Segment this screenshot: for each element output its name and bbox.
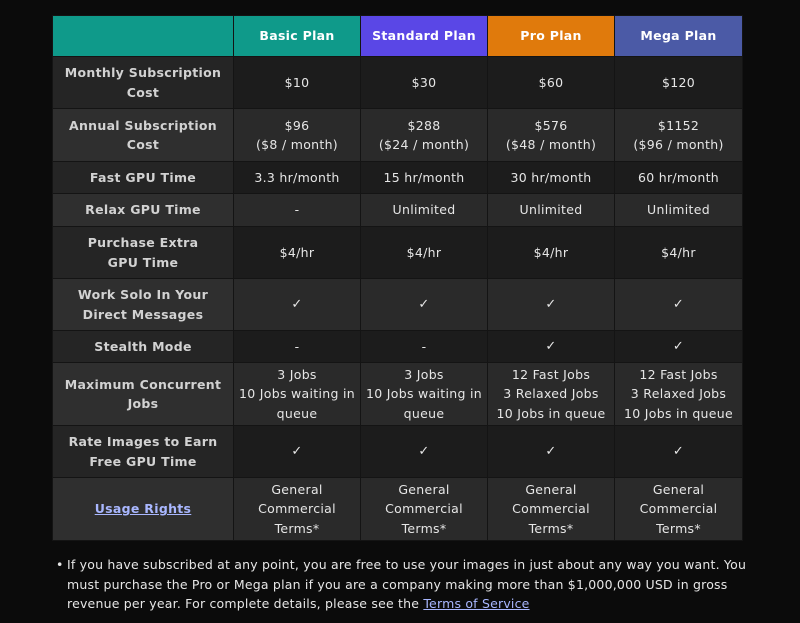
- terms-of-service-link[interactable]: Terms of Service: [423, 596, 530, 611]
- row-label: [53, 227, 234, 279]
- footnote: [56, 555, 756, 614]
- cell-text: General: [271, 481, 323, 497]
- checkmark-icon: ✓: [545, 339, 557, 355]
- row-label-line: Annual Subscription: [69, 117, 217, 133]
- cell-text: 3.3 hr/month: [254, 169, 340, 185]
- header-mega-plan: Mega Plan: [615, 16, 743, 57]
- row-label-line: Purchase Extra: [87, 235, 199, 250]
- table-row: [53, 162, 743, 194]
- cell-basic: [234, 478, 361, 541]
- checkmark-icon: ✓: [545, 444, 557, 460]
- cell-standard: [361, 194, 488, 227]
- cell-basic: [234, 227, 361, 279]
- cell-text: $576: [534, 117, 568, 133]
- cell-text: ($8 / month): [256, 137, 338, 152]
- cell-text: 60 hr/month: [637, 169, 720, 185]
- cell-pro: [488, 227, 615, 279]
- cell-text: Commercial: [639, 501, 718, 517]
- table-row: [53, 426, 743, 478]
- row-label-line: Work Solo In Your: [77, 287, 209, 302]
- table-row: [53, 109, 743, 162]
- cell-mega: [615, 478, 743, 541]
- cell-text: Commercial: [512, 501, 590, 517]
- cell-standard: [361, 109, 488, 162]
- cell-text: queue: [403, 405, 445, 421]
- cell-basic: [234, 279, 361, 331]
- cell-mega: [615, 331, 743, 363]
- row-label-line: Monthly Subscription: [64, 65, 222, 80]
- footnote-bullet: •: [56, 557, 64, 572]
- checkmark-icon: ✓: [291, 444, 303, 460]
- cell-text: $60: [538, 74, 564, 90]
- cell-text: -: [421, 338, 427, 354]
- cell-mega: [615, 194, 743, 227]
- cell-mega: [615, 57, 743, 109]
- cell-text: Terms*: [656, 520, 701, 536]
- cell-mega: [615, 426, 743, 478]
- row-label: [53, 363, 234, 426]
- row-label: [53, 331, 234, 363]
- cell-basic: [234, 194, 361, 227]
- cell-text: -: [294, 202, 300, 218]
- checkmark-icon: ✓: [672, 297, 685, 313]
- cell-text: Unlimited: [647, 202, 710, 218]
- cell-mega: [615, 227, 743, 279]
- checkmark-icon: ✓: [545, 297, 557, 313]
- cell-standard: [361, 426, 488, 478]
- cell-standard: [361, 57, 488, 109]
- checkmark-icon: ✓: [672, 444, 685, 460]
- cell-pro: [488, 331, 615, 363]
- row-label-line: Fast GPU Time: [89, 169, 197, 185]
- cell-mega: [615, 363, 743, 426]
- cell-standard: [361, 227, 488, 279]
- row-label-line: Relax GPU Time: [85, 202, 201, 218]
- cell-text: 10 Jobs in queue: [624, 405, 733, 421]
- header-pro-plan: Pro Plan: [488, 16, 615, 57]
- cell-pro: [488, 109, 615, 162]
- cell-basic: [234, 426, 361, 478]
- cell-text: General: [525, 481, 577, 497]
- cell-text: $288: [407, 117, 441, 133]
- table-row: [53, 331, 743, 363]
- cell-pro: [488, 162, 615, 194]
- cell-text: Terms*: [401, 520, 447, 536]
- cell-standard: [361, 331, 488, 363]
- table-row: [53, 57, 743, 109]
- cell-mega: [615, 109, 743, 162]
- table-row: [53, 194, 743, 227]
- cell-text: $4/hr: [661, 244, 696, 260]
- cell-text: 10 Jobs waiting in: [239, 386, 355, 402]
- cell-mega: [615, 279, 743, 331]
- row-label-line: Stealth Mode: [94, 338, 192, 354]
- cell-text: ($96 / month): [633, 137, 724, 152]
- cell-text: Commercial: [385, 501, 463, 517]
- cell-pro: [488, 426, 615, 478]
- footnote-body: If you have subscribed at any point, you are free to use your images in just about any way you want. You must purchase the Pro or Mega plan if you are a company making more than $1,000,000 USD in gross revenue per year. For complete details, please see the: [67, 557, 747, 611]
- cell-text: 12 Fast Jobs: [639, 366, 718, 382]
- row-label: [53, 109, 234, 162]
- row-label: [53, 57, 234, 109]
- cell-basic: [234, 57, 361, 109]
- cell-text: 3 Relaxed Jobs: [630, 386, 727, 402]
- cell-text: $30: [411, 74, 437, 90]
- cell-pro: [488, 363, 615, 426]
- checkmark-icon: ✓: [291, 297, 303, 313]
- cell-basic: [234, 363, 361, 426]
- row-label-line: Rate Images to Earn: [68, 434, 218, 449]
- checkmark-icon: ✓: [672, 339, 685, 355]
- cell-text: Unlimited: [519, 202, 583, 218]
- row-label[interactable]: [53, 478, 234, 541]
- cell-pro: [488, 279, 615, 331]
- row-label-line: Cost: [126, 137, 160, 152]
- cell-text: queue: [276, 405, 318, 421]
- cell-text: 15 hr/month: [383, 169, 465, 185]
- cell-mega: [615, 162, 743, 194]
- cell-text: 3 Relaxed Jobs: [503, 386, 599, 402]
- cell-text: $4/hr: [533, 244, 569, 260]
- cell-text: 30 hr/month: [510, 169, 592, 185]
- cell-standard: [361, 162, 488, 194]
- table-row: [53, 478, 743, 541]
- row-label-line: Cost: [126, 84, 160, 100]
- cell-text: $1152: [657, 117, 700, 133]
- row-label-line: Jobs: [127, 396, 159, 411]
- table-row: [53, 227, 743, 279]
- header-corner: [53, 16, 234, 57]
- cell-text: $10: [284, 74, 310, 90]
- row-label-line: GPU Time: [107, 254, 179, 270]
- cell-text: 10 Jobs in queue: [496, 405, 606, 421]
- row-label: [53, 194, 234, 227]
- cell-basic: [234, 162, 361, 194]
- row-label-line: Free GPU Time: [89, 453, 197, 469]
- footnote-text: [67, 555, 756, 614]
- table-row: [53, 279, 743, 331]
- cell-text: Terms*: [274, 520, 320, 536]
- cell-standard: [361, 478, 488, 541]
- cell-text: 3 Jobs: [404, 366, 444, 382]
- header-basic-plan: Basic Plan: [234, 16, 361, 57]
- cell-text: -: [294, 338, 300, 354]
- cell-basic: [234, 331, 361, 363]
- cell-text: $120: [661, 74, 695, 90]
- pricing-table: [52, 15, 743, 541]
- header-standard-plan: Standard Plan: [361, 16, 488, 57]
- cell-text: Terms*: [528, 520, 574, 536]
- checkmark-icon: ✓: [418, 444, 430, 460]
- cell-standard: [361, 279, 488, 331]
- row-label: [53, 162, 234, 194]
- cell-text: $4/hr: [406, 244, 442, 260]
- cell-text: $96: [284, 117, 310, 133]
- cell-text: Unlimited: [392, 202, 456, 218]
- row-label-line: Direct Messages: [82, 306, 204, 322]
- cell-text: Commercial: [258, 501, 336, 517]
- cell-pro: [488, 57, 615, 109]
- row-label: [53, 426, 234, 478]
- cell-text: 10 Jobs waiting in: [366, 386, 482, 402]
- cell-text: General: [652, 481, 705, 497]
- cell-pro: [488, 194, 615, 227]
- cell-text: ($24 / month): [378, 137, 470, 152]
- table-row: [53, 363, 743, 426]
- cell-standard: [361, 363, 488, 426]
- cell-pro: [488, 478, 615, 541]
- header-row: [53, 16, 743, 57]
- cell-basic: [234, 109, 361, 162]
- checkmark-icon: ✓: [418, 297, 430, 313]
- row-label: [53, 279, 234, 331]
- cell-text: ($48 / month): [505, 137, 597, 152]
- cell-text: 3 Jobs: [277, 366, 317, 382]
- row-label-line: Maximum Concurrent: [64, 376, 222, 392]
- cell-text: 12 Fast Jobs: [511, 366, 591, 382]
- cell-text: General: [398, 481, 450, 497]
- usage-rights-link[interactable]: Usage Rights: [94, 501, 192, 517]
- cell-text: $4/hr: [279, 244, 315, 260]
